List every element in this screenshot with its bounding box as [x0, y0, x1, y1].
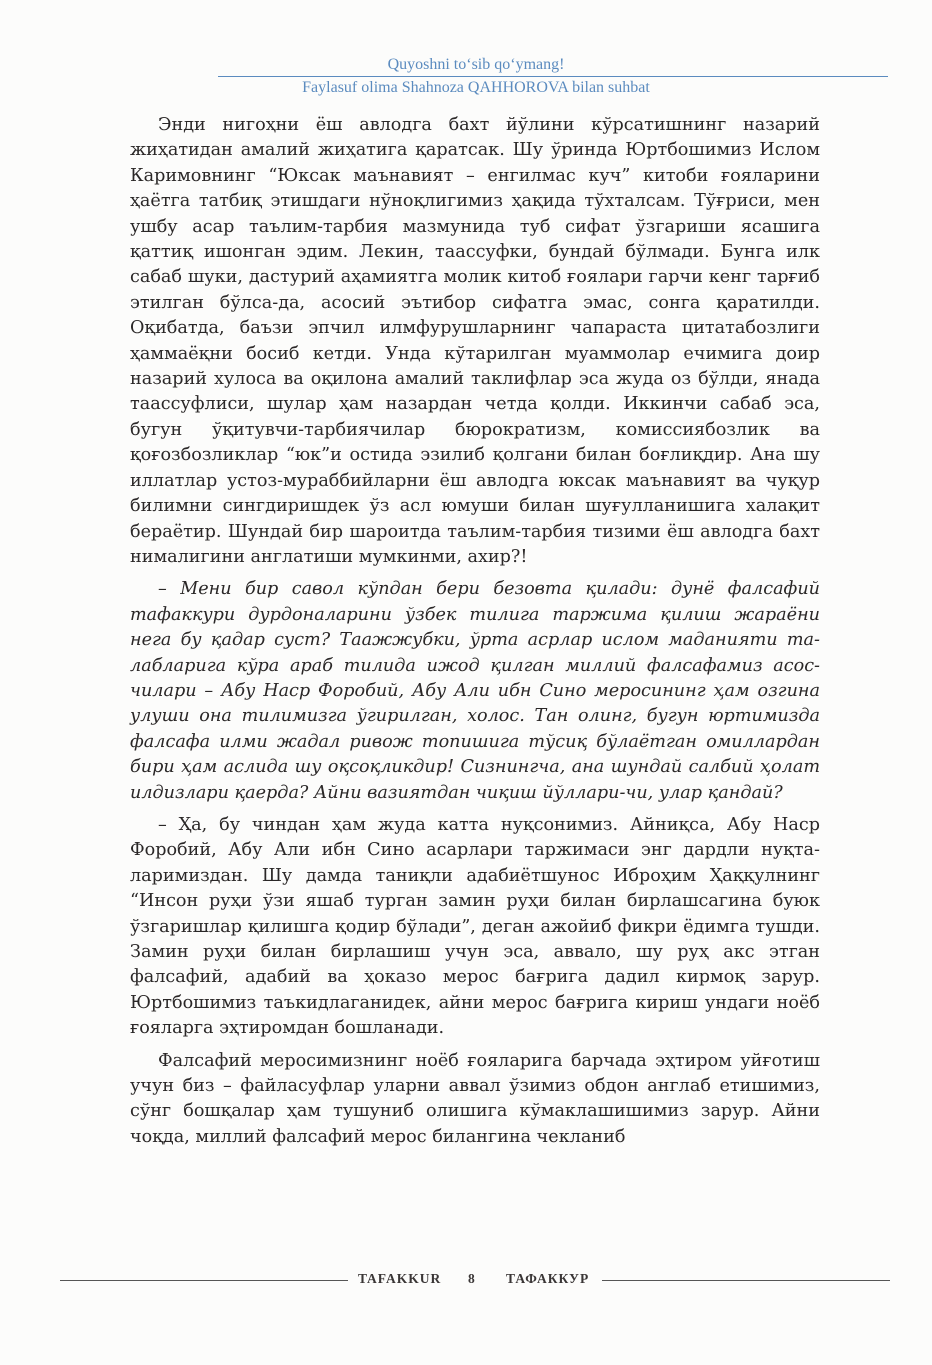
header-title: Quyoshni to‘sib qo‘ymang!: [387, 56, 565, 73]
header-rule: [218, 76, 888, 77]
footer-rule-right: [602, 1280, 890, 1281]
footer-rule-left: [60, 1280, 348, 1281]
page-number: 8: [468, 1271, 475, 1286]
paragraph-1: Энди нигоҳни ёш авлодга бахт йўлини кўрсатишнинг назарий жиҳатидан амалий жиҳатига қаратсак. Шу ўринда Юртбошимиз Ислом Каримовнинг “Юксак маънавият – енгилмас куч” китоби ғояларини ҳаётга татбиқ этишдаги нўноқлигимиз ҳақида тўхталсам. Тўғриси, мен ушбу асар таълим-тарбия мазмунида туб сифат ўзгариши ясашига қаттиқ ишонган эдим. Лекин, таассуфки, бундай бўлмади. Бунга илк сабаб шуки, дастурий аҳамиятга молик китоб ғоялари гарчи кенг тарғиб этилган бўлса-да, асосий эътибор сифатга эмас, сонга қаратилди. Оқибатда, баъзи эпчил илмфурушларнинг чапараста цитатабозлиги ҳаммаёқни босиб кетди. Унда кўтарилган муаммолар ечимига доир назарий хулоса ва оқилона амалий таклифлар эса жуда оз бўлди, янада таассуфлиси, шулар ҳам назардан четда қолди. Иккинчи сабаб эса, бугун ўқитувчи-тарбиячилар бюрократизм, комиссиябозлик ва қоғозбозликлар “юк”и остида эзилиб қолгани билан боғлиқдир. Ана шу иллатлар устоз-мураббийларни ёш авлодга юксак маънавият ва чуқур билимни сингдиришдек ўз асл юмуши билан шуғулланишига халақит бераётир. Шундай бир шароитда таълим-тарбия тизими ёш авлодга бахт нималигини англатиши мумкинми, ахир?!: [130, 115, 820, 567]
page-footer: [60, 1268, 890, 1292]
article-body: [130, 113, 820, 1157]
header-subtitle: Faylasuf olima Shahnoza QAHHOROVA bilan suhbat: [302, 79, 650, 96]
footer-journal-latin: TAFAKKUR: [358, 1271, 442, 1286]
footer-journal-cyrillic: ТАФАККУР: [506, 1271, 590, 1286]
paragraph-answer: – Ҳа, бу чиндан ҳам жуда катта нуқсонимиз. Айниқса, Абу Наср Форобий, Абу Али ибн Сино асарлари таржимаси энг дардли нуқталаримиздан. Шу дамда таниқли адабиётшунос Иброҳим Ҳаққулнинг “Инсон руҳи ўзи яшаб турган замин руҳи билан бирлашсагина буюк ўзгаришлар қилишга қодир бўлади”, деган ажойиб фикри ёдимга тушди. Замин руҳи билан бирлашиш учун эса, аввало, шу руҳ акс этган фалсафий, адабий ва ҳоказо мерос бағрига дадил кирмоқ зарур. Юртбошимиз таъкидлаганидек, айни мерос бағрига кириш ундаги ноёб ғояларга эҳтиромдан бошланади.: [130, 814, 820, 1039]
running-header: [0, 54, 932, 99]
interview-question: – Мени бир савол кўпдан бери безовта қилади: дунё фалсафий тафаккури дурдоналарини ўзбек тилига таржима қилиш жараёни нега бу қадар суст? Таажжубки, ўрта асрлар ислом маданияти талабларига кўра араб тилида ижод қилган миллий фалсафамиз асосчилари – Абу Наср Форобий, Абу Али ибн Сино меросининг ҳам озгина улуши она тилимизга ўгирилган, холос. Тан олинг, бугун юртимизда фалсафа илми жадал ривож топишига тўсиқ бўлаётган омиллардан бири ҳам аслида шу оқсоқликдир! Сизнингча, ана шундай салбий ҳолат илдизлари қаерда? Айни вазиятдан чиқиш йўллари-чи, улар қандай?: [130, 579, 820, 803]
paragraph-4: Фалсафий меросимизнинг ноёб ғояларига барчада эҳтиром уйғотиш учун биз – файласуфлар уларни аввал ўзимиз обдон англаб етишимиз, сўнг бошқалар ҳам тушуниб олишига кўмаклашишимиз зарур. Айни чоқда, миллий фалсафий мерос билангина чекланиб: [130, 1050, 820, 1147]
